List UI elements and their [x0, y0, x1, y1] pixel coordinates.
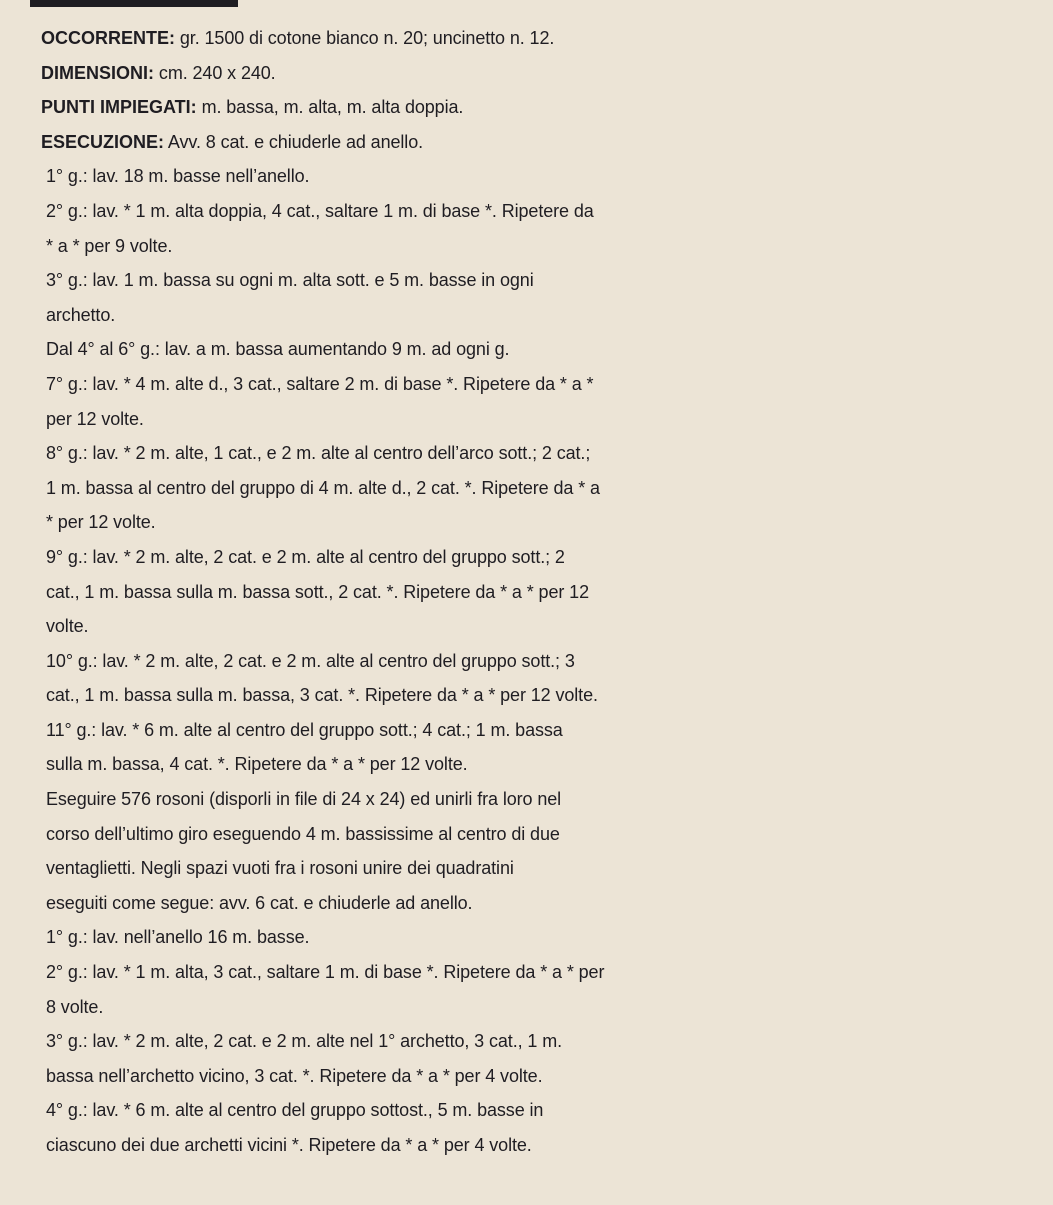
text-line: cat., 1 m. bassa sulla m. bassa, 3 cat. *. Ripetere da * a * per 12 volte. [46, 685, 598, 706]
text-line: 9° g.: lav. * 2 m. alte, 2 cat. e 2 m. alte al centro del gruppo sott.; 2 [46, 546, 565, 567]
punti-label: PUNTI IMPIEGATI: [41, 97, 197, 118]
text-line: cat., 1 m. bassa sulla m. bassa sott., 2 cat. *. Ripetere da * a * per 12 [46, 581, 589, 602]
text-line: 10° g.: lav. * 2 m. alte, 2 cat. e 2 m. alte al centro del gruppo sott.; 3 [46, 650, 575, 671]
text-line: sulla m. bassa, 4 cat. *. Ripetere da * a * per 12 volte. [46, 754, 468, 775]
text-line: * a * per 9 volte. [46, 235, 173, 256]
text-line: * per 12 volte. [46, 512, 156, 533]
dimensioni-label: DIMENSIONI: [41, 62, 155, 83]
text-line: ciascuno dei due archetti vicini *. Ripetere da * a * per 4 volte. [46, 1135, 532, 1155]
esecuzione-text: Avv. 8 cat. e chiuderle ad anello. [164, 131, 424, 152]
text-line: 8° g.: lav. * 2 m. alte, 1 cat., e 2 m. alte al centro dell’arco sott.; 2 cat.; [46, 443, 591, 464]
text-line: volte. [46, 616, 89, 637]
text-line: 4° g.: lav. * 6 m. alte al centro del gruppo sottost., 5 m. basse in [46, 1100, 544, 1121]
text-line: 3° g.: lav. * 2 m. alte, 2 cat. e 2 m. alte nel 1° archetto, 3 cat., 1 m. [46, 1031, 563, 1052]
text-line: 2° g.: lav. * 1 m. alta doppia, 4 cat., saltare 1 m. di base *. Ripetere da [46, 200, 594, 221]
dimensioni-line [41, 56, 1031, 91]
pattern-instructions [41, 21, 1031, 1163]
text-line: 2° g.: lav. * 1 m. alta, 3 cat., saltare 1 m. di base *. Ripetere da * a * per [46, 962, 605, 983]
text-line: ventaglietti. Negli spazi vuoti fra i rosoni unire dei quadratini [46, 858, 514, 879]
text-line: archetto. [46, 304, 116, 325]
text-line: 1° g.: lav. nell’anello 16 m. basse. [46, 927, 310, 948]
text-line: per 12 volte. [46, 408, 144, 429]
esecuzione-line [41, 125, 1031, 160]
dimensioni-text: cm. 240 x 240. [154, 62, 276, 83]
text-line: 1 m. bassa al centro del gruppo di 4 m. alte d., 2 cat. *. Ripetere da * a [46, 477, 600, 498]
text-line: 1° g.: lav. 18 m. basse nell’anello. [46, 166, 310, 187]
text-line: 3° g.: lav. 1 m. bassa su ogni m. alta sott. e 5 m. basse in ogni [46, 270, 534, 291]
text-line: bassa nell’archetto vicino, 3 cat. *. Ripetere da * a * per 4 volte. [46, 1065, 543, 1086]
occorrente-line [41, 21, 1031, 56]
punti-line [41, 90, 1031, 125]
text-line: Dal 4° al 6° g.: lav. a m. bassa aumentando 9 m. ad ogni g. [46, 339, 510, 360]
text-line: 8 volte. [46, 996, 104, 1017]
esecuzione-label: ESECUZIONE: [41, 131, 165, 152]
text-line: 7° g.: lav. * 4 m. alte d., 3 cat., saltare 2 m. di base *. Ripetere da * a * [46, 373, 594, 394]
text-line: eseguiti come segue: avv. 6 cat. e chiuderle ad anello. [46, 892, 473, 913]
occorrente-label: OCCORRENTE: [41, 28, 175, 48]
occorrente-text: gr. 1500 di cotone bianco n. 20; uncinetto n. 12. [175, 28, 555, 48]
text-line: 11° g.: lav. * 6 m. alte al centro del gruppo sott.; 4 cat.; 1 m. bassa [46, 719, 563, 740]
top-rule [30, 0, 238, 7]
punti-text: m. bassa, m. alta, m. alta doppia. [196, 97, 464, 118]
text-line: corso dell’ultimo giro eseguendo 4 m. bassissime al centro di due [46, 823, 560, 844]
text-line: Eseguire 576 rosoni (disporli in file di 24 x 24) ed unirli fra loro nel [46, 789, 562, 810]
